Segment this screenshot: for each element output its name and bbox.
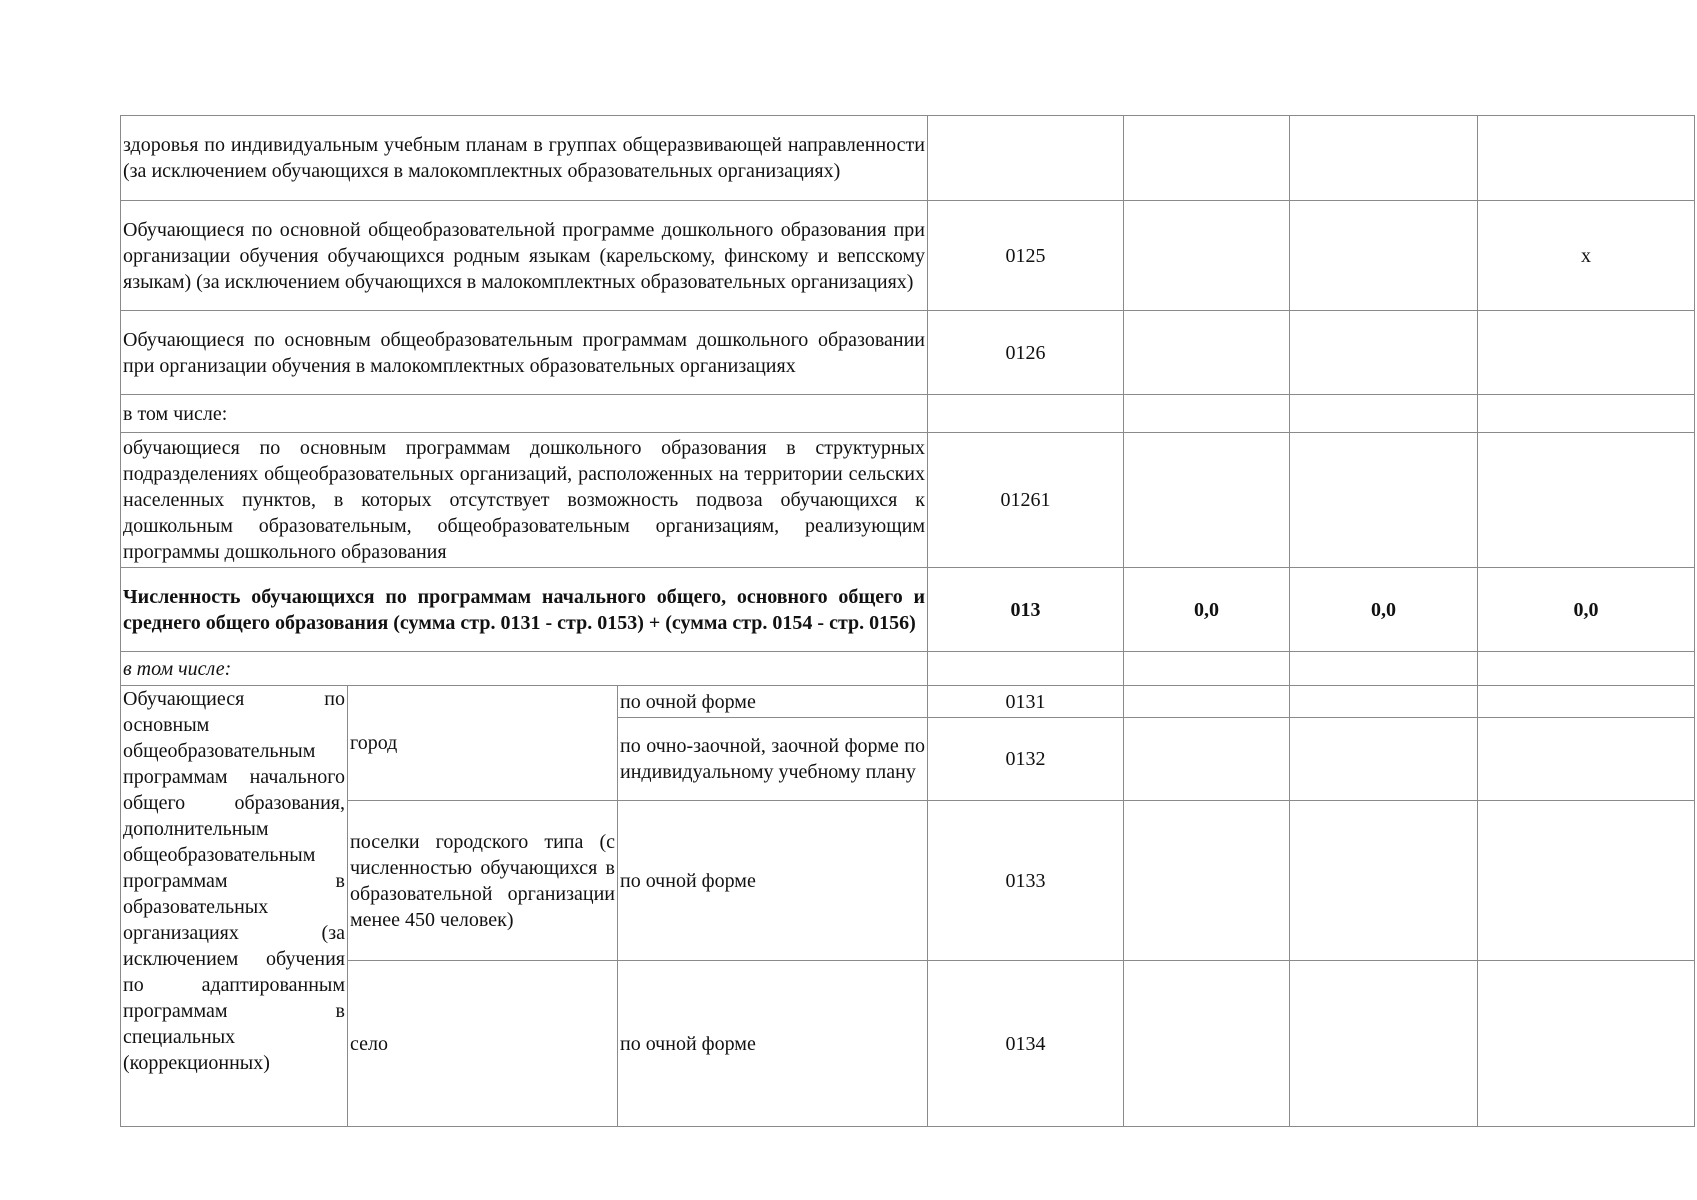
row-code (928, 395, 1124, 433)
value-cell: 0,0 (1290, 568, 1478, 652)
table-row (121, 116, 1695, 201)
value-cell (1290, 201, 1478, 311)
value-cell (1124, 201, 1290, 311)
value-cell (1124, 801, 1290, 961)
value-cell (1290, 718, 1478, 801)
area-label: город (348, 686, 618, 801)
form-label: по очно-заочной, заочной форме по индивидуальному учебному плану (618, 718, 928, 801)
form-label: по очной форме (618, 801, 928, 961)
row-code (928, 116, 1124, 201)
row-code: 0126 (928, 311, 1124, 395)
value-cell: x (1478, 201, 1695, 311)
area-label: село (348, 961, 618, 1127)
value-cell (1478, 433, 1695, 568)
value-cell (1290, 433, 1478, 568)
value-cell (1290, 961, 1478, 1127)
area-label: поселки городского типа (с численностью обучающихся в образовательной организации менее 450 человек) (348, 801, 618, 961)
value-cell: 0,0 (1124, 568, 1290, 652)
row-code (928, 652, 1124, 686)
group-label: Обучающиеся по основным общеобразовательным программам начального общего образования, дополнительным общеобразовательным программам в образовательных организациях (за исключением обучения по адаптированным программам в специальных (коррекционных) (121, 686, 348, 1127)
value-cell (1478, 801, 1695, 961)
row-code: 0131 (928, 686, 1124, 718)
form-label: по очной форме (618, 961, 928, 1127)
value-cell (1124, 652, 1290, 686)
form-label: по очной форме (618, 686, 928, 718)
value-cell (1124, 686, 1290, 718)
value-cell: 0,0 (1478, 568, 1695, 652)
row-label: в том числе: (121, 652, 928, 686)
value-cell (1478, 652, 1695, 686)
row-code: 0134 (928, 961, 1124, 1127)
row-label: здоровья по индивидуальным учебным планам в группах общеразвивающей направленности (за исключением обучающихся в малокомплектных образовательных организациях) (121, 116, 928, 201)
row-label: Численность обучающихся по программам начального общего, основного общего и среднего общего образования (сумма стр. 0131 - стр. 0153) + (сумма стр. 0154 - стр. 0156) (121, 568, 928, 652)
value-cell (1290, 686, 1478, 718)
row-label: Обучающиеся по основной общеобразовательной программе дошкольного образования при организации обучения обучающихся родным языкам (карельскому, финскому и вепсскому языкам) (за исключением обучающихся в малокомплектных образовательных организациях) (121, 201, 928, 311)
row-label: в том числе: (121, 395, 928, 433)
table-row (121, 961, 1695, 1127)
table-row (121, 801, 1695, 961)
value-cell (1478, 395, 1695, 433)
table-row-total (121, 568, 1695, 652)
row-code: 0132 (928, 718, 1124, 801)
value-cell (1478, 686, 1695, 718)
table-row (121, 652, 1695, 686)
value-cell (1290, 311, 1478, 395)
value-cell (1124, 395, 1290, 433)
value-cell (1124, 433, 1290, 568)
table-row (121, 395, 1695, 433)
value-cell (1124, 718, 1290, 801)
table-row (121, 433, 1695, 568)
table-row (121, 201, 1695, 311)
row-code: 013 (928, 568, 1124, 652)
value-cell (1478, 311, 1695, 395)
table-row (121, 311, 1695, 395)
statistics-form-table (120, 115, 1695, 1127)
value-cell (1124, 311, 1290, 395)
value-cell (1124, 961, 1290, 1127)
value-cell (1478, 718, 1695, 801)
row-code: 01261 (928, 433, 1124, 568)
row-label: Обучающиеся по основным общеобразовательным программам дошкольного образовании при организации обучения в малокомплектных образовательных организациях (121, 311, 928, 395)
row-code: 0125 (928, 201, 1124, 311)
value-cell (1290, 801, 1478, 961)
table-row (121, 686, 1695, 718)
value-cell (1290, 116, 1478, 201)
value-cell (1478, 961, 1695, 1127)
value-cell (1290, 395, 1478, 433)
row-code: 0133 (928, 801, 1124, 961)
value-cell (1478, 116, 1695, 201)
row-label: обучающиеся по основным программам дошкольного образования в структурных подразделениях общеобразовательных организаций, расположенных на территории сельских населенных пунктов, в которых отсутствует возможность подвоза обучающихся к дошкольным образовательным, общеобразовательным организациям, реализующим программы дошкольного образования (121, 433, 928, 568)
value-cell (1290, 652, 1478, 686)
value-cell (1124, 116, 1290, 201)
